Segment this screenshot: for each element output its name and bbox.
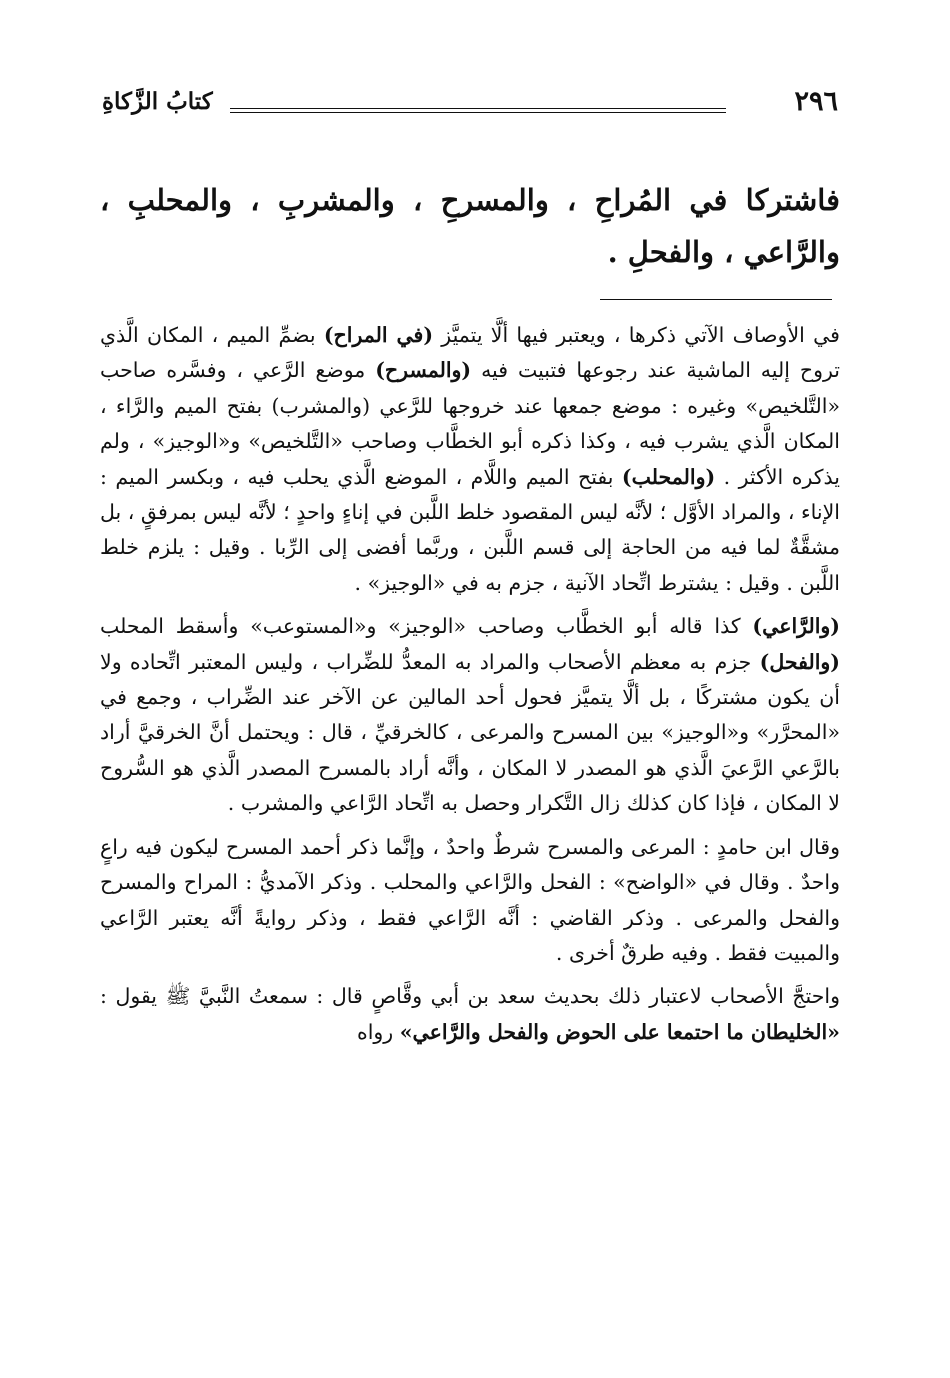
header-rule	[230, 108, 726, 113]
commentary	[100, 318, 840, 1050]
text-run: بضمِّ الميم ، المكان الَّذي تروح إليه الماشية عند رجوعها فتبيت فيه	[100, 323, 840, 383]
running-title: كتابُ الزَّكاةِ	[102, 88, 213, 115]
page-header	[102, 86, 838, 126]
bold-term: (والمسرح)	[375, 358, 472, 383]
text-run: واحتجَّ الأصحاب لاعتبار ذلك بحديث سعد بن أبي وقَّاصٍ قال : سمعتُ النَّبيَّ ﷺ يقول :	[100, 984, 840, 1009]
bold-term: (والفحل)	[759, 649, 840, 674]
bold-term: (والمحلب)	[621, 464, 716, 489]
text-run: كذا قاله أبو الخطَّاب وصاحب «الوجيز» و«المستوعب» وأسقط المحلب	[100, 614, 753, 639]
text-run: موضع الرَّعي ، وفسَّره صاحب «التَّلخيص» وغيره : موضع جمعها عند خروجها للرَّعي (والمشرب) بفتح الميم والرَّاء ، المكان الَّذي يشرب فيه ، وكذا ذكره أبو الخطَّاب وصاحب «التَّلخيص» و«الوجيز» ، ولم يذكره الأكثر .	[100, 358, 840, 489]
footnote-separator	[600, 299, 832, 300]
commentary-paragraph-4	[100, 979, 840, 1050]
text-run: جزم به معظم الأصحاب والمراد به المعدُّ للضِّراب ، وليس المعتبر اتِّحاده ولا أن يكون مشتركًا ، بل ألَّا يتميَّز فحول أحد المالين عن الآخر عند الضِّراب ، وجمع في «المحرَّر» و«الوجيز» بين المسرح والمرعى ، كالخرقيِّ ، قال : ويحتمل أنَّ الخرقيَّ أراد بالرَّعي الرَّعيَ الَّذي هو المصدر لا المكان ، وأنَّه أراد بالمسرح المصدر الَّذي هو السُّروح لا المكان ، فإذا كان كذلك زال التَّكرار وحصل به اتِّحاد الرَّاعي والمشرب .	[100, 649, 840, 816]
text-run: بفتح الميم واللَّام ، الموضع الَّذي يحلب فيه ، وبكسر الميم : الإناء ، والمراد الأوَّل ؛ لأنَّه ليس المقصود خلط اللَّبن في إناءٍ واحدٍ ؛ لأنَّه ليس بمرفقٍ ، بل مشقَّةٌ لما فيه من الحاجة إلى قسم اللَّبن ، وربَّما أفضى إلى الرِّبا . وقيل : يلزم خلط اللَّبن . وقيل : يشترط اتِّحاد الآنية ، جزم به في «الوجيز» .	[100, 464, 840, 595]
text-run: رواه	[356, 1019, 400, 1044]
commentary-paragraph-3	[100, 830, 840, 972]
main-text: فاشتركا في المُراحِ ، والمسرحِ ، والمشربِ ، والمحلبِ ، والرَّاعي ، والفحلِ .	[100, 183, 840, 269]
commentary-paragraph-2	[100, 609, 840, 821]
text-run: وقال ابن حامدٍ : المرعى والمسرح شرطٌ واحدٌ ، وإنَّما ذكر أحمد المسرح ليكون فيه راعٍ واحدٌ . وقال في «الواضح» : الفحل والرَّاعي والمحلب . وذكر الآمديُّ : المراح والمسرح والفحل والمرعى . وذكر القاضي : أنَّه الرَّاعي فقط ، وذكر روايةً أنَّه يعتبر الرَّاعي والمبيت فقط . وفيه طرقٌ أخرى .	[100, 834, 840, 965]
bold-term: (في المراح)	[323, 323, 434, 347]
text-run: في الأوصاف الآتي ذكرها ، ويعتبر فيها ألَّا يتميَّز	[433, 323, 840, 347]
hadith-quote: «الخليطان ما احتمعا على الحوض والفحل والرَّاعي»	[399, 1019, 840, 1044]
commentary-paragraph-1	[100, 318, 840, 601]
page-number: ٢٩٦	[794, 86, 838, 117]
bold-term: (والرَّاعي)	[752, 614, 840, 639]
